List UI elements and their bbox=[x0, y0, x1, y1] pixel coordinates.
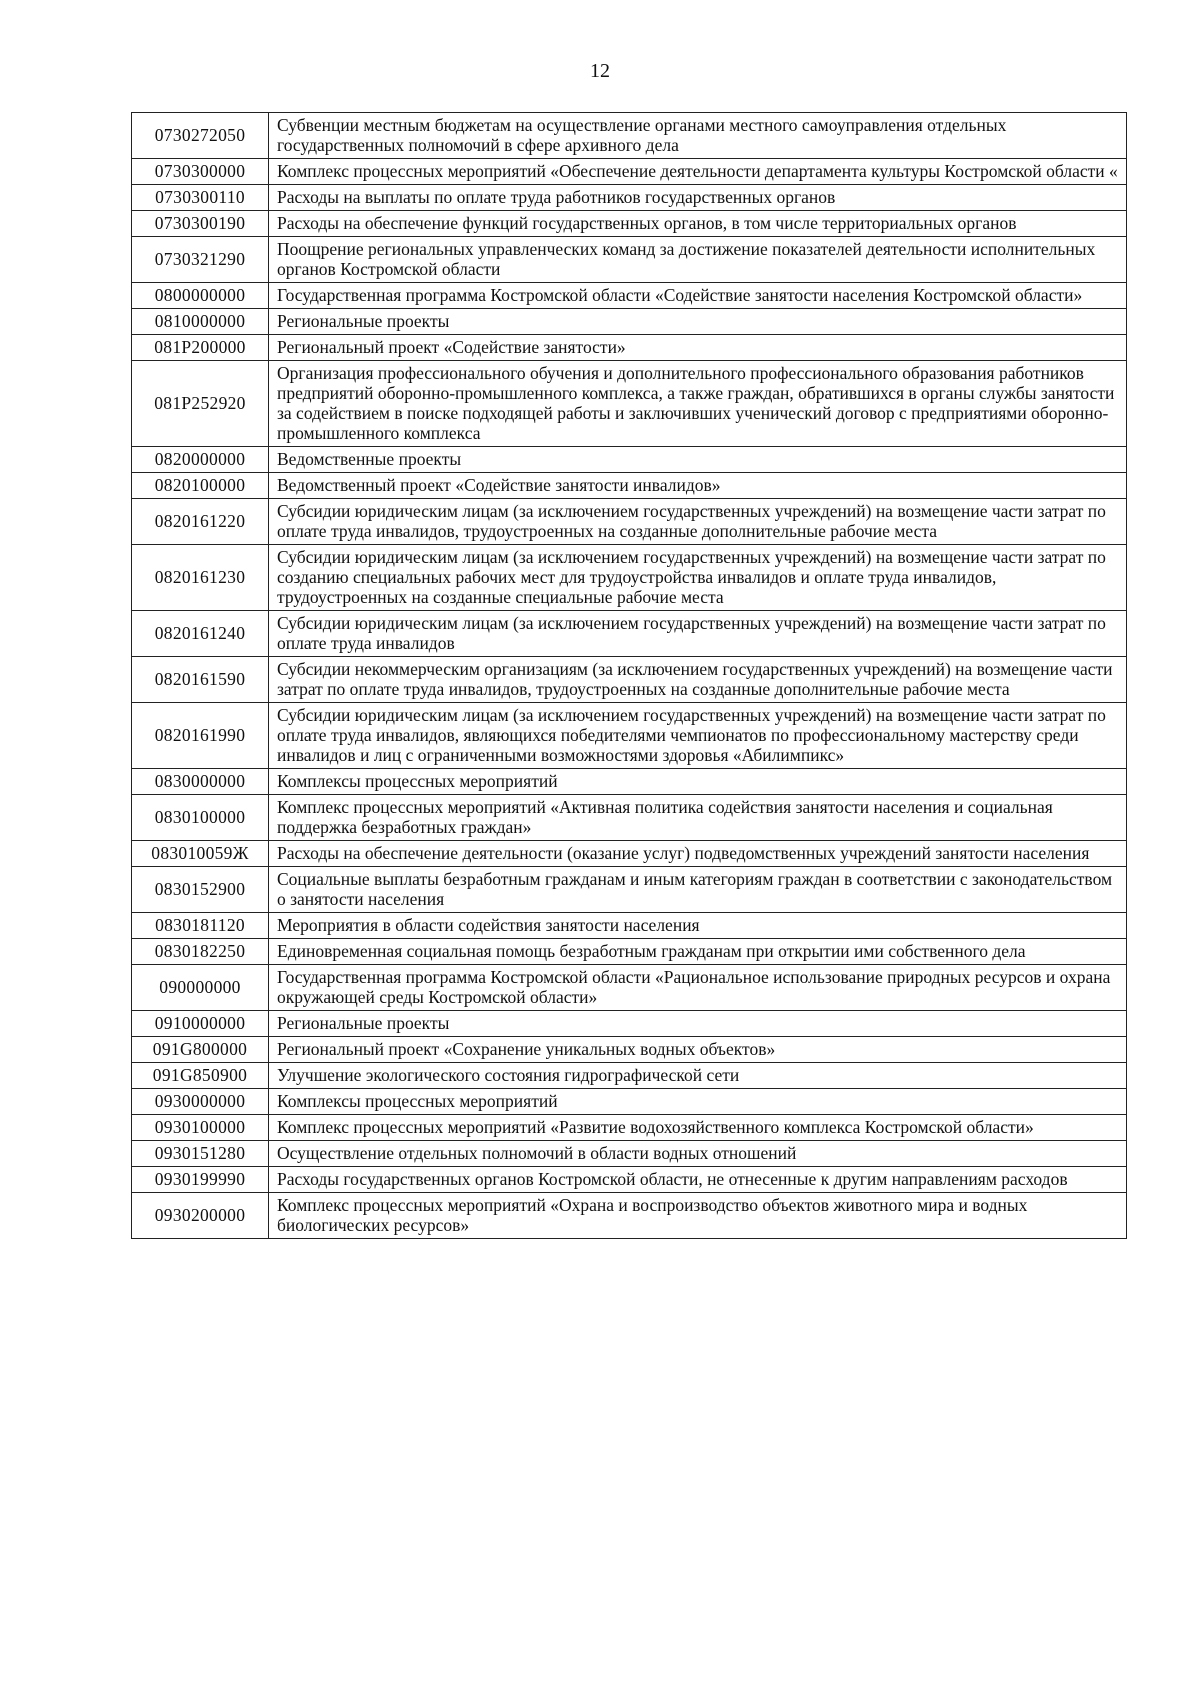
row-description: Улучшение экологического состояния гидрографической сети bbox=[269, 1063, 1127, 1089]
budget-code-table bbox=[131, 112, 1127, 1239]
row-description: Социальные выплаты безработным гражданам и иным категориям граждан в соответствии с законодательством о занятости населения bbox=[269, 867, 1127, 913]
row-description: Расходы на обеспечение функций государственных органов, в том числе территориальных органов bbox=[269, 211, 1127, 237]
row-description: Расходы на обеспечение деятельности (оказание услуг) подведомственных учреждений занятости населения bbox=[269, 841, 1127, 867]
row-description: Региональные проекты bbox=[269, 309, 1127, 335]
row-description: Государственная программа Костромской области «Рациональное использование природных ресурсов и охрана окружающей среды Костромской области» bbox=[269, 965, 1127, 1011]
table-row bbox=[132, 361, 1127, 447]
row-description: Расходы на выплаты по оплате труда работников государственных органов bbox=[269, 185, 1127, 211]
row-code: 081P200000 bbox=[132, 335, 269, 361]
row-description: Региональный проект «Содействие занятости» bbox=[269, 335, 1127, 361]
row-description: Субсидии юридическим лицам (за исключением государственных учреждений) на возмещение части затрат по созданию специальных рабочих мест для трудоустройства инвалидов и оплате труда инвалидов, трудоустроенных на созданные специальные рабочие места bbox=[269, 545, 1127, 611]
row-code: 0930151280 bbox=[132, 1141, 269, 1167]
table-row bbox=[132, 867, 1127, 913]
row-description: Ведомственный проект «Содействие занятости инвалидов» bbox=[269, 473, 1127, 499]
table-row bbox=[132, 939, 1127, 965]
row-code: 0730300000 bbox=[132, 159, 269, 185]
row-description: Расходы государственных органов Костромской области, не отнесенные к другим направлениям расходов bbox=[269, 1167, 1127, 1193]
row-code: 0830181120 bbox=[132, 913, 269, 939]
row-code: 0820100000 bbox=[132, 473, 269, 499]
row-code: 0730300110 bbox=[132, 185, 269, 211]
row-description: Организация профессионального обучения и дополнительного профессионального образования работников предприятий оборонно-промышленного комплекса, а также граждан, обратившихся в органы службы занятости за содействием в поиске подходящей работы и заключивших ученический договор с предприятиями оборонно-промышленного комплекса bbox=[269, 361, 1127, 447]
table-row bbox=[132, 211, 1127, 237]
table-row bbox=[132, 283, 1127, 309]
row-description: Ведомственные проекты bbox=[269, 447, 1127, 473]
row-code: 091G850900 bbox=[132, 1063, 269, 1089]
row-description: Единовременная социальная помощь безработным гражданам при открытии ими собственного дела bbox=[269, 939, 1127, 965]
row-description: Осуществление отдельных полномочий в области водных отношений bbox=[269, 1141, 1127, 1167]
table-row bbox=[132, 965, 1127, 1011]
row-code: 0830152900 bbox=[132, 867, 269, 913]
table-row bbox=[132, 545, 1127, 611]
row-code: 0820161230 bbox=[132, 545, 269, 611]
row-code: 0930199990 bbox=[132, 1167, 269, 1193]
row-description: Субвенции местным бюджетам на осуществление органами местного самоуправления отдельных государственных полномочий в сфере архивного дела bbox=[269, 113, 1127, 159]
row-code: 091G800000 bbox=[132, 1037, 269, 1063]
table-row bbox=[132, 159, 1127, 185]
table-row bbox=[132, 1193, 1127, 1239]
page-number: 12 bbox=[590, 60, 610, 82]
table-row bbox=[132, 113, 1127, 159]
row-code: 0830182250 bbox=[132, 939, 269, 965]
row-code: 0830100000 bbox=[132, 795, 269, 841]
table-row bbox=[132, 473, 1127, 499]
row-description: Мероприятия в области содействия занятости населения bbox=[269, 913, 1127, 939]
row-description: Государственная программа Костромской области «Содействие занятости населения Костромской области» bbox=[269, 283, 1127, 309]
table-row bbox=[132, 237, 1127, 283]
row-description: Региональный проект «Сохранение уникальных водных объектов» bbox=[269, 1037, 1127, 1063]
row-description: Субсидии юридическим лицам (за исключением государственных учреждений) на возмещение части затрат по оплате труда инвалидов, трудоустроенных на созданные дополнительные рабочие места bbox=[269, 499, 1127, 545]
table-row bbox=[132, 1037, 1127, 1063]
table-row bbox=[132, 1141, 1127, 1167]
row-code: 0820000000 bbox=[132, 447, 269, 473]
row-code: 0820161990 bbox=[132, 703, 269, 769]
table-body bbox=[132, 113, 1127, 1239]
table-row bbox=[132, 841, 1127, 867]
row-description: Комплекс процессных мероприятий «Активная политика содействия занятости населения и социальная поддержка безработных граждан» bbox=[269, 795, 1127, 841]
table-row bbox=[132, 335, 1127, 361]
table-row bbox=[132, 1167, 1127, 1193]
row-code: 081P252920 bbox=[132, 361, 269, 447]
table-row bbox=[132, 1089, 1127, 1115]
row-code: 0910000000 bbox=[132, 1011, 269, 1037]
row-description: Субсидии некоммерческим организациям (за исключением государственных учреждений) на возмещение части затрат по оплате труда инвалидов, трудоустроенных на созданные дополнительные рабочие места bbox=[269, 657, 1127, 703]
row-code: 0930000000 bbox=[132, 1089, 269, 1115]
table-row bbox=[132, 657, 1127, 703]
row-code: 090000000 bbox=[132, 965, 269, 1011]
row-code: 0730321290 bbox=[132, 237, 269, 283]
row-code: 0800000000 bbox=[132, 283, 269, 309]
row-description: Субсидии юридическим лицам (за исключением государственных учреждений) на возмещение части затрат по оплате труда инвалидов, являющихся победителями чемпионатов по профессиональному мастерству среди инвалидов и лиц с ограниченными возможностями здоровья «Абилимпикс» bbox=[269, 703, 1127, 769]
row-code: 0730272050 bbox=[132, 113, 269, 159]
table-row bbox=[132, 611, 1127, 657]
table-row bbox=[132, 769, 1127, 795]
row-code: 0820161590 bbox=[132, 657, 269, 703]
row-description: Поощрение региональных управленческих команд за достижение показателей деятельности исполнительных органов Костромской области bbox=[269, 237, 1127, 283]
row-description: Комплекс процессных мероприятий «Охрана и воспроизводство объектов животного мира и водных биологических ресурсов» bbox=[269, 1193, 1127, 1239]
row-description: Комплекс процессных мероприятий «Развитие водохозяйственного комплекса Костромской области» bbox=[269, 1115, 1127, 1141]
row-description: Комплекс процессных мероприятий «Обеспечение деятельности департамента культуры Костромской области « bbox=[269, 159, 1127, 185]
row-code: 083010059Ж bbox=[132, 841, 269, 867]
table-row bbox=[132, 913, 1127, 939]
row-description: Комплексы процессных мероприятий bbox=[269, 1089, 1127, 1115]
row-code: 0820161220 bbox=[132, 499, 269, 545]
table-row bbox=[132, 1011, 1127, 1037]
row-code: 0730300190 bbox=[132, 211, 269, 237]
table-row bbox=[132, 185, 1127, 211]
table-row bbox=[132, 1063, 1127, 1089]
row-code: 0930100000 bbox=[132, 1115, 269, 1141]
row-description: Комплексы процессных мероприятий bbox=[269, 769, 1127, 795]
row-description: Региональные проекты bbox=[269, 1011, 1127, 1037]
row-code: 0930200000 bbox=[132, 1193, 269, 1239]
table-row bbox=[132, 309, 1127, 335]
table-row bbox=[132, 703, 1127, 769]
table-row bbox=[132, 499, 1127, 545]
row-description: Субсидии юридическим лицам (за исключением государственных учреждений) на возмещение части затрат по оплате труда инвалидов bbox=[269, 611, 1127, 657]
row-code: 0810000000 bbox=[132, 309, 269, 335]
table-row bbox=[132, 447, 1127, 473]
row-code: 0830000000 bbox=[132, 769, 269, 795]
row-code: 0820161240 bbox=[132, 611, 269, 657]
table-row bbox=[132, 1115, 1127, 1141]
table-row bbox=[132, 795, 1127, 841]
